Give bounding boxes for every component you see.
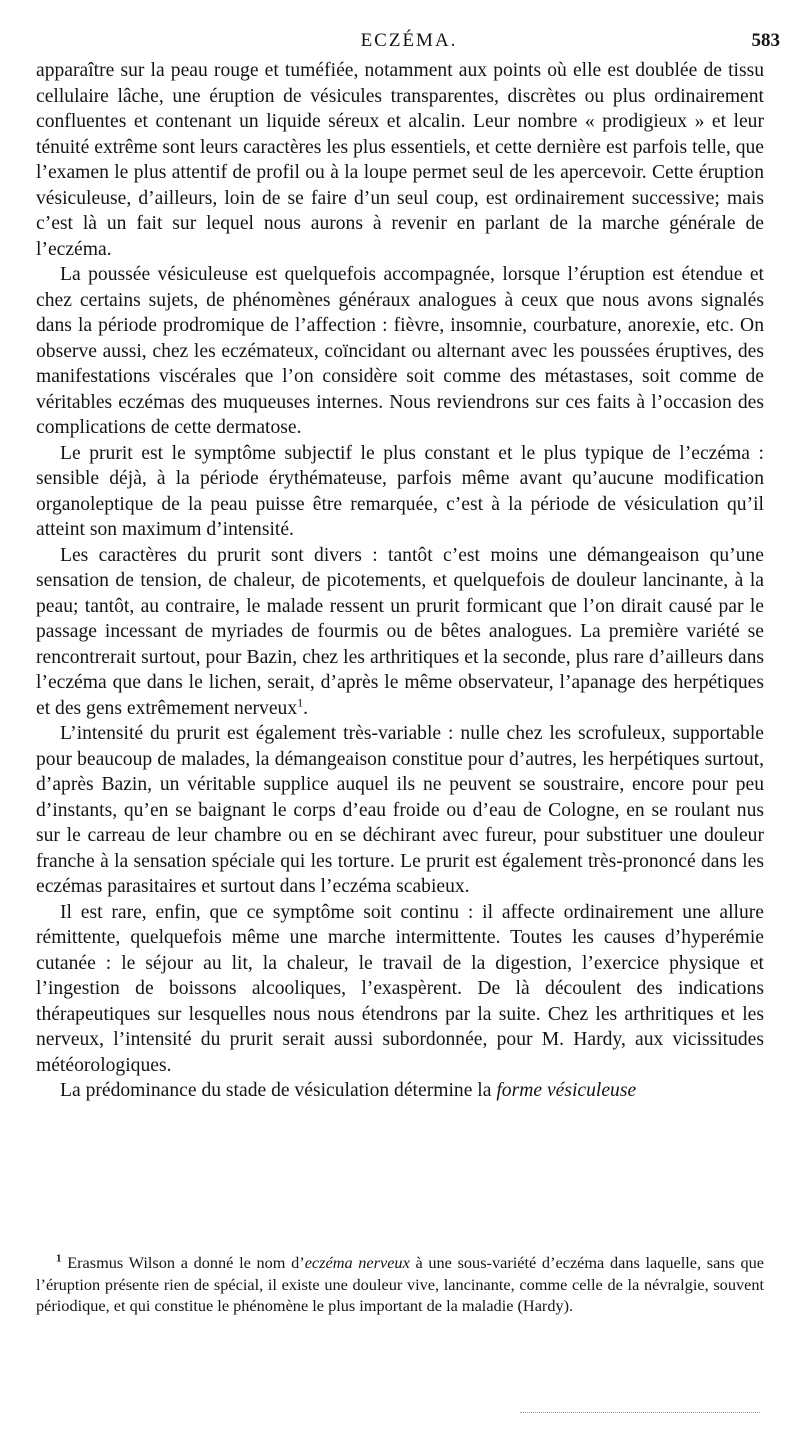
body-text xyxy=(36,58,764,1104)
paragraph-7 xyxy=(36,1078,764,1104)
footnote-text-before: Erasmus Wilson a donné le nom d’ xyxy=(67,1253,305,1272)
footnotes xyxy=(36,1252,764,1317)
paragraph-7-text: La prédominance du stade de vésiculation détermine la xyxy=(60,1080,497,1101)
paragraph-6: Il est rare, enfin, que ce symptôme soit continu : il affecte ordinairement une allure rémittente, quelquefois même une marche intermittente. Toutes les causes d’hyperémie cutanée : le séjour au lit, la chaleur, le travail de la digestion, l’exercice physique et l’ingestion de boissons alcooliques, l’exaspèrent. De là découlent des indications thérapeutiques sur lesquelles nous nous étendrons par la suite. Chez les arthritiques et les nerveux, l’intensité du prurit serait aussi subordonnée, pour M. Hardy, aux vicissitudes météorologiques. xyxy=(36,901,764,1076)
paragraph-7-italic: forme vésiculeuse xyxy=(496,1080,637,1101)
paragraph-4-end: . xyxy=(303,697,309,719)
paragraph-3: Le prurit est le symptôme subjectif le plus constant et le plus typique de l’eczéma : sensible déjà, à la période érythémateuse, parfois même avant qu’aucune modification organoleptique de la peau puisse être remarquée, c’est à la période de vésiculation qu’il atteint son maximum d’intensité. xyxy=(36,442,764,540)
paragraph-4-text: Les caractères du prurit sont divers : tantôt c’est moins une démangeaison qu’une sensation de tension, de chaleur, de picotements, et quelquefois de douleur lancinante, à la peau; tantôt, au contraire, le malade ressent un prurit formicant que l’on dirait causé par le passage incessant de myriades de fourmis ou de bêtes analogues. La première variété se rencontrerait surtout, pour Bazin, chez les arthritiques et la seconde, plus rare d’ailleurs dans l’eczéma que dans le lichen, serait, d’après le même observateur, l’apanage des herpétiques et des gens extrêmement nerveux xyxy=(36,544,764,719)
paragraph-2: La poussée vésiculeuse est quelquefois accompagnée, lorsque l’éruption est étendue et chez certains sujets, de phénomènes généraux analogues à ceux que nous avons signalés dans la période prodromique de l’affection : fièvre, insomnie, courbature, anorexie, etc. On observe aussi, chez les eczémateux, coïncidant ou alternant avec les poussées éruptives, des manifestations viscérales que l’on considère soit comme des métastases, soit comme de véritables eczémas des muqueuses internes. Nous reviendrons sur ces faits à l’occasion des complications de cette dermatose. xyxy=(36,264,764,438)
footnote-italic: eczéma nerveux xyxy=(304,1253,410,1272)
page-header xyxy=(34,30,784,56)
footnote-marker[interactable]: 1 xyxy=(297,694,304,709)
paragraph-4 xyxy=(36,543,764,722)
paragraph-1: apparaître sur la peau rouge et tuméfiée, notamment aux points où elle est doublée de tissu cellulaire lâche, une éruption de vésicules transparentes, discrètes ou plus ordinairement confluentes et contenant un liquide séreux et alcalin. Leur nombre « prodigieux » et leur ténuité extrême sont leurs caractères les plus essentiels, et cette dernière est parfois telle, que l’examen le plus attentif de profil ou à la loupe permet seul de les apercevoir. Cette éruption vésiculeuse, d’ailleurs, loin de se faire d’un seul coup, est ordinairement successive; mais c’est là un fait sur lequel nous aurons à revenir en parlant de la marche générale de l’eczéma. xyxy=(36,60,764,260)
running-title: ECZÉMA. xyxy=(360,30,458,51)
page-number: 583 xyxy=(751,30,780,51)
footnote-1 xyxy=(36,1252,764,1317)
footnote-text-after: à une sous-variété d’eczéma dans laquelle, sans que l’éruption présente rien de spécial, il existe une douleur vive, lancinante, comme celle de la névralgie, souvent périodique, et qui constitue le phénomène le plus important de la maladie (Hardy). xyxy=(36,1253,764,1315)
paragraph-5: L’intensité du prurit est également très-variable : nulle chez les scrofuleux, supportable pour beaucoup de malades, la démangeaison constitue pour d’autres, les herpétiques surtout, d’après Bazin, un véritable supplice auquel ils ne peuvent se soustraire, encore pour peu d’instants, qu’en se baignant le corps d’eau froide ou d’eau de Cologne, en se roulant nus sur le carreau de leur chambre ou en se déchirant avec fureur, pour substituer une douleur franche à la sensation spéciale qui les torture. Le prurit est également très-prononcé dans les eczémas parasitaires et surtout dans l’eczéma scabieux. xyxy=(36,723,764,897)
bottom-rule xyxy=(520,1412,760,1413)
footnote-number: 1 xyxy=(56,1252,62,1265)
